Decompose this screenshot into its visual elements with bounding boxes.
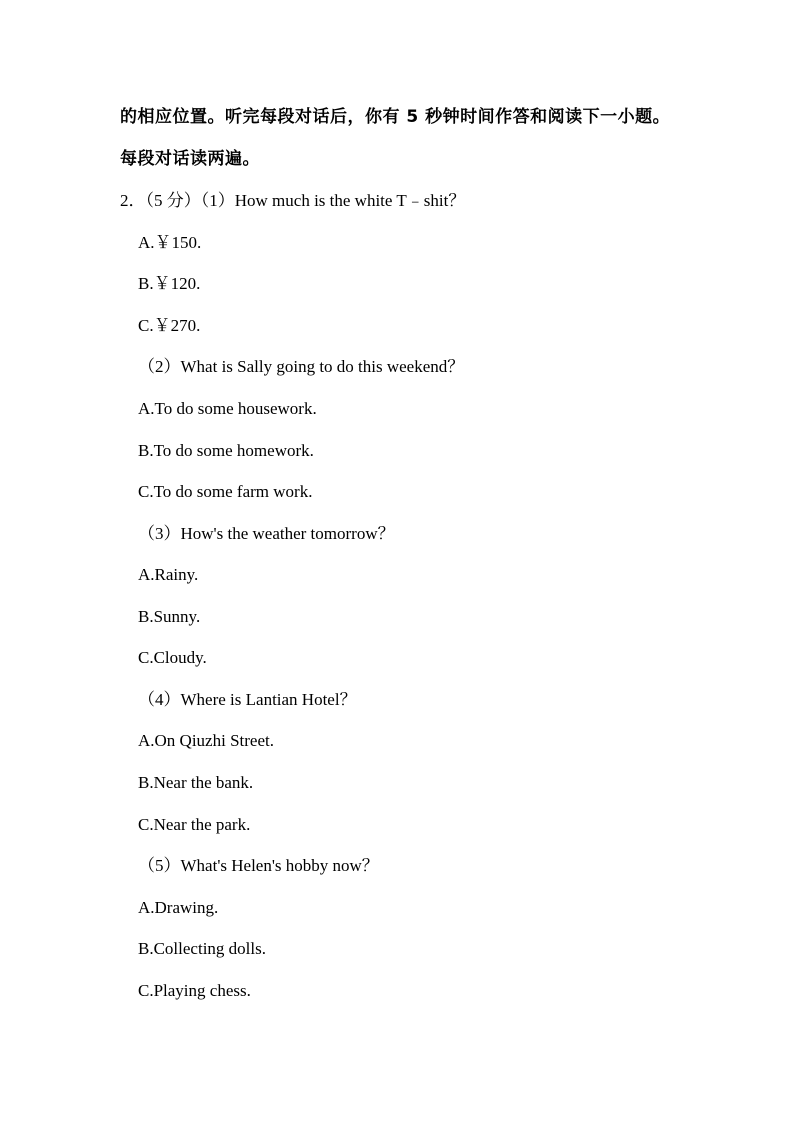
instruction-line-1: 的相应位置。听完每段对话后，你有 5 秒钟时间作答和阅读下一小题。 [120,107,671,127]
option-a: A.Drawing. [138,898,219,917]
sub-question-prompt: （3）How's the weather tomorrow？ [138,524,395,543]
sub-question-prompt: （2）What is Sally going to do this weekend？ [138,357,465,376]
sub-question-prompt: （1）How much is the white T﹣shit？ [200,191,466,210]
sub-question-prompt: （5）What's Helen's hobby now？ [138,856,379,875]
option-a: A.On Qiuzhi Street. [138,731,274,750]
option-a: A.To do some housework. [138,399,317,418]
option-b: B.Near the bank. [138,773,254,792]
question-header [120,190,465,212]
sub-question-prompt: （4）Where is Lantian Hotel？ [138,690,357,709]
option-b: B.Sunny. [138,607,201,626]
question-number: 2． [120,191,146,210]
option-b: B.Collecting dolls. [138,939,266,958]
option-a: A.￥150. [138,233,202,252]
question-points: （5 分） [145,191,201,210]
option-c: C.Cloudy. [138,648,207,667]
instruction-line-2: 每段对话读两遍。 [120,149,260,169]
option-c: C.Near the park. [138,815,251,834]
option-c: C.￥270. [138,316,201,335]
option-c: C.Playing chess. [138,981,251,1000]
option-b: B.￥120. [138,274,201,293]
option-b: B.To do some homework. [138,441,314,460]
option-c: C.To do some farm work. [138,482,313,501]
option-a: A.Rainy. [138,565,199,584]
